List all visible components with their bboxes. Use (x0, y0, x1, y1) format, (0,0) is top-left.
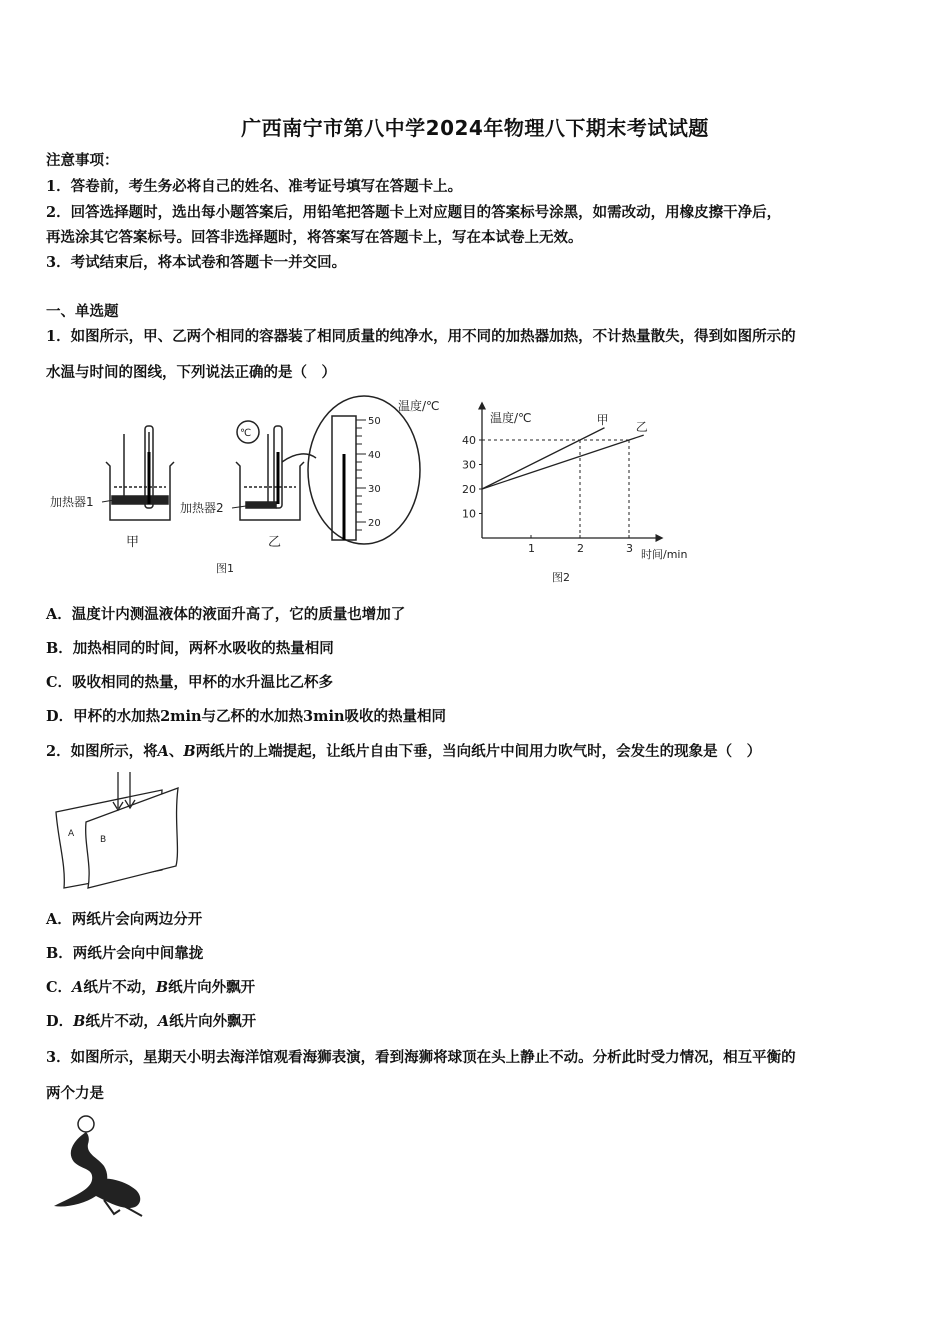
notice-item-2b: 再选涂其它答案标号。回答非选择题时，将答案写在答题卡上，写在本试卷上无效。 (46, 229, 583, 246)
thermo-unit-label: ℃ (240, 428, 252, 439)
q1-figure-1 (46, 392, 466, 587)
scale-tick-50: 50 (368, 416, 381, 427)
x-tick-label-3: 3 (626, 542, 633, 555)
heater-2-label: 加热器2 (180, 501, 224, 515)
q2-option-c-post: 纸片向外飘开 (168, 979, 256, 996)
section-heading: 一、单选题 (46, 303, 119, 320)
q2-option-d-mid: 纸片不动， (85, 1013, 158, 1030)
y-tick-label-20: 20 (462, 483, 476, 496)
q1-option-a: A．温度计内测温液体的液面升高了，它的质量也增加了 (46, 606, 406, 623)
q2-option-d-post: 纸片向外飘开 (169, 1013, 257, 1030)
notice-item-3: 3．考试结束后，将本试卷和答题卡一并交回。 (46, 254, 347, 271)
q2-option-c-b: B (155, 979, 169, 996)
y-tick-label-30: 30 (462, 458, 476, 472)
q2-option-c-pre: C． (46, 979, 73, 996)
notice-heading: 注意事项： (46, 152, 119, 169)
q1-option-c: C．吸收相同的热量，甲杯的水升温比乙杯多 (46, 674, 334, 691)
q2-option-c-a: A (72, 979, 84, 996)
q1-option-d: D．甲杯的水加热2min与乙杯的水加热3min吸收的热量相同 (46, 708, 447, 725)
q2-paper-a-label: A (68, 829, 75, 839)
q3-stem-b: 两个力是 (46, 1085, 104, 1102)
q1-stem-b: 水温与时间的图线，下列说法正确的是（ ） (46, 364, 336, 381)
q1-option-b: B．加热相同的时间，两杯水吸收的热量相同 (46, 640, 334, 657)
beaker-jia (106, 426, 174, 520)
x-tick-label-1: 1 (528, 542, 535, 555)
q2-paper-b-label: B (100, 835, 107, 845)
q2-stem-post: 两纸片的上端提起，让纸片自由下垂，当向纸片中间用力吹气时，会发生的现象是（ ） (195, 743, 762, 760)
q1-stem-a: 1．如图所示，甲、乙两个相同的容器装了相同质量的纯净水，用不同的加热器加热，不计热量散失，得到如图所示的 (46, 328, 796, 345)
q2-stem-sep: 、 (168, 743, 184, 760)
y-tick-label-40: 40 (462, 434, 476, 447)
q2-option-d-a: A (157, 1013, 170, 1030)
figure-1-caption: 图1 (216, 562, 234, 575)
heater-2-leader (232, 506, 246, 508)
q2-option-d-b: B (73, 1013, 86, 1030)
q2-option-b: B．两纸片会向中间靠拢 (46, 945, 204, 962)
q1-chart-figure-2 (446, 398, 716, 588)
q3-stem-a: 3．如图所示，星期天小明去海洋馆观看海狮表演，看到海狮将球顶在头上静止不动。分析此时受力情况，相互平衡的 (46, 1049, 796, 1066)
scale-tick-20: 20 (368, 518, 381, 529)
x-tick-label-2: 2 (577, 542, 584, 555)
q2-stem-a: A (157, 743, 169, 760)
notice-item-2a: 2．回答选择题时，选出每小题答案后，用铅笔把答题卡上对应题目的答案标号涂黑，如需改动，用橡皮擦干净后， (46, 204, 782, 221)
q2-stem-b: B (183, 743, 196, 760)
chart-ylabel: 温度/℃ (490, 411, 532, 425)
q2-stem-pre: 2．如图所示，将 (46, 743, 158, 760)
scale-tick-40: 40 (368, 450, 381, 461)
series-label-jia: 甲 (596, 412, 609, 427)
scale-unit-label: 温度/℃ (398, 399, 440, 413)
q3-figure-sea-lion (44, 1110, 154, 1225)
q2-option-d (46, 1012, 908, 1032)
chart-xlabel: 时间/min (641, 548, 688, 561)
scale-tick-30: 30 (368, 484, 381, 495)
y-tick-label-10: 10 (462, 507, 476, 521)
series-line-jia (482, 428, 605, 489)
heater-1-label: 加热器1 (50, 495, 94, 509)
notice-item-1: 1．答卷前，考生务必将自己的姓名、准考证号填写在答题卡上。 (46, 178, 463, 195)
chart-caption: 图2 (552, 571, 570, 584)
x-axis-arrow (656, 534, 664, 542)
q2-figure-papers (50, 770, 190, 890)
q2-option-d-pre: D． (46, 1013, 74, 1030)
q2-option-c (46, 978, 908, 998)
cup-jia-label: 甲 (126, 535, 140, 550)
q2-option-a: A．两纸片会向两边分开 (46, 911, 203, 928)
cup-yi-label: 乙 (268, 535, 282, 550)
series-line-yi (482, 435, 644, 489)
thermometer-zoom (282, 396, 420, 544)
q2-stem (46, 742, 908, 762)
page-title: 广西南宁市第八中学2024年物理八下期末考试试题 (241, 116, 709, 140)
y-axis-arrow (478, 402, 486, 410)
series-label-yi: 乙 (635, 420, 648, 435)
q2-option-c-mid: 纸片不动， (83, 979, 156, 996)
